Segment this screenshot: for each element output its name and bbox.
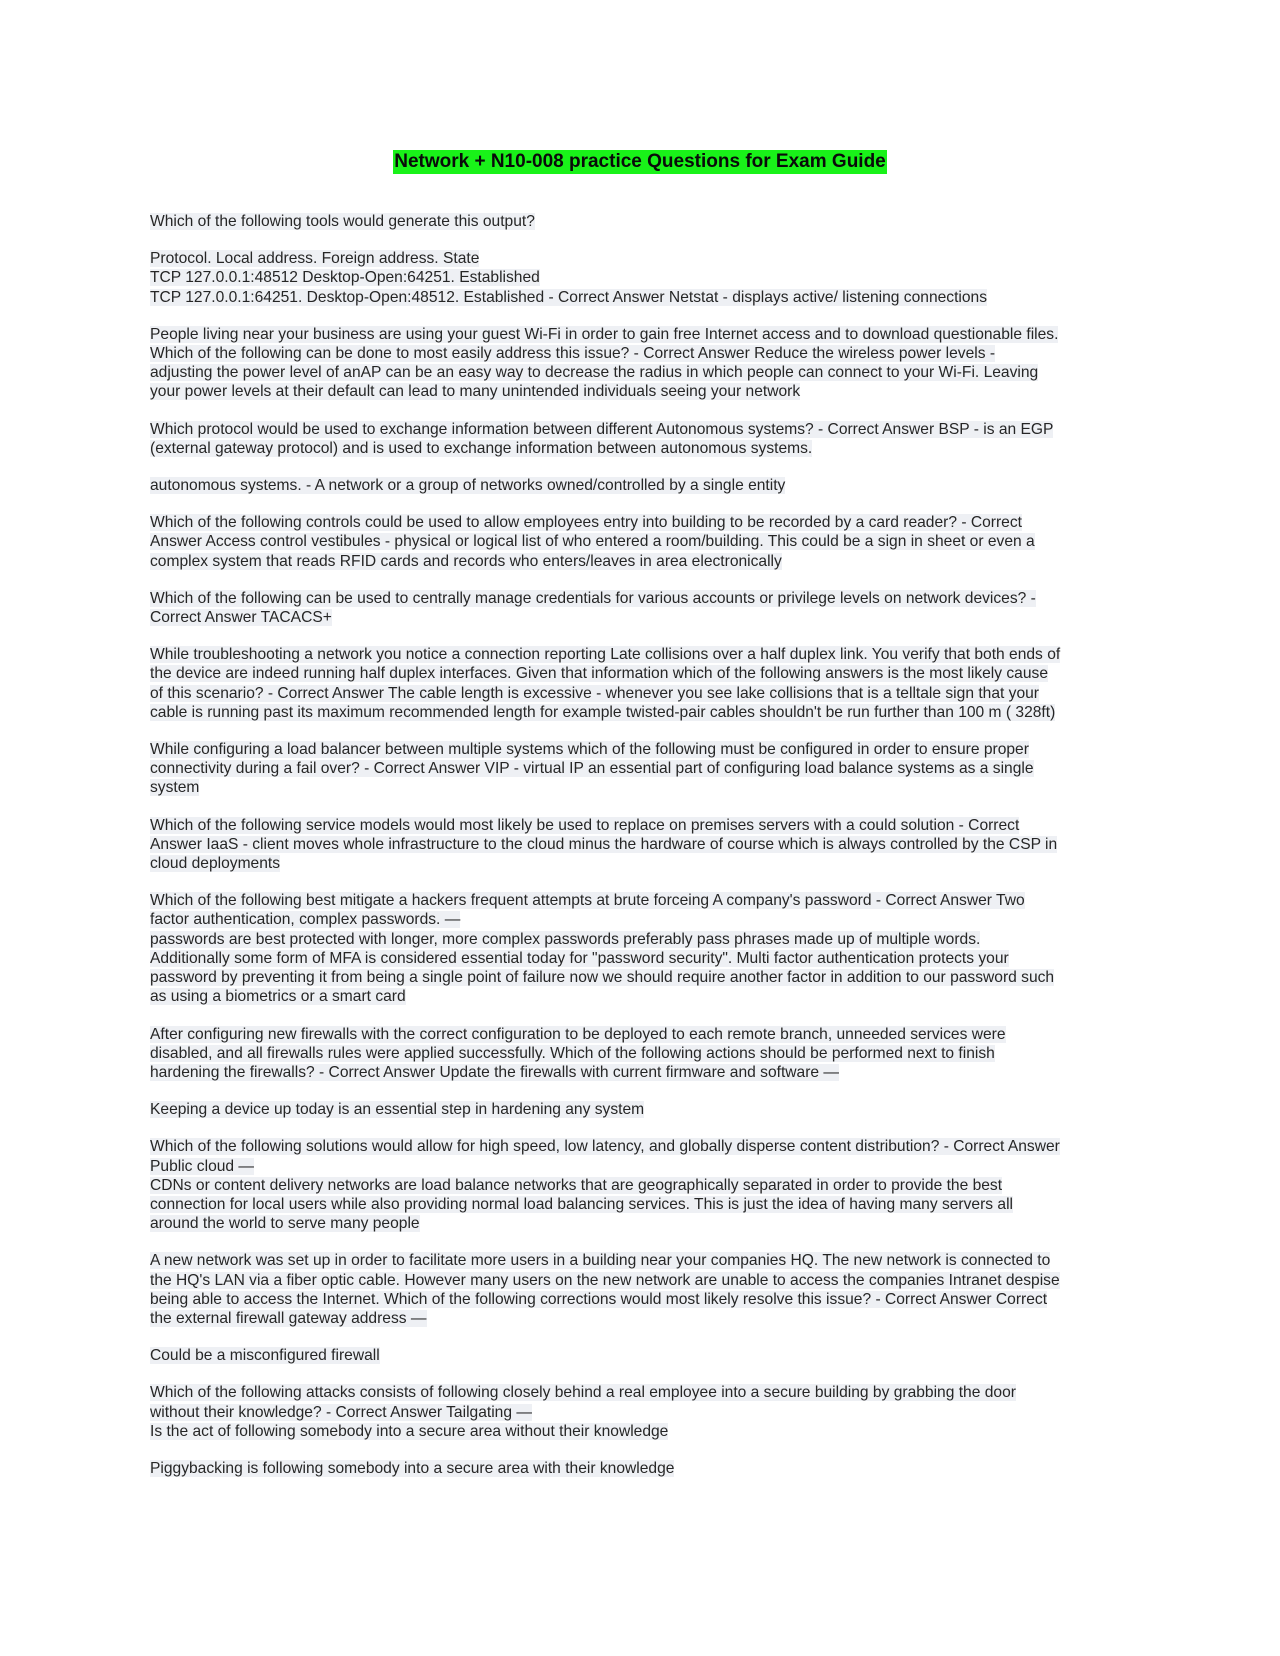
- text-line-content: complex system that reads RFID cards and records who enters/leaves in area electronically: [150, 552, 782, 570]
- text-line: [150, 703, 1140, 722]
- text-line: [150, 589, 1140, 608]
- qa-paragraph: [150, 589, 1140, 627]
- qa-paragraph: [150, 1137, 1140, 1233]
- qa-paragraph: [150, 249, 1140, 307]
- text-line-content: system: [150, 779, 200, 797]
- text-line-content: Which of the following controls could be used to allow employees entry into building to be recorded by a card reader? - Correct: [150, 514, 1022, 532]
- text-line: [150, 382, 1140, 401]
- text-line-content: your power levels at their default can lead to many unintended individuals seeing your network: [150, 383, 801, 401]
- text-line: [150, 759, 1140, 778]
- text-line-content: connection for local users while also providing normal load balancing services. This is just the idea of having many servers all: [150, 1195, 1014, 1213]
- qa-paragraph: [150, 1346, 1140, 1365]
- text-line-content: While troubleshooting a network you notice a connection reporting Late collisions over a half duplex link. You verify that both ends of: [150, 646, 1061, 664]
- text-line-content: autonomous systems. - A network or a group of networks owned/controlled by a single entity: [150, 477, 786, 495]
- text-line: [150, 439, 1140, 458]
- text-line-content: connectivity during a fail over? - Correct Answer VIP - virtual IP an essential part of configuring load balance systems as a single: [150, 760, 1034, 778]
- text-line: [150, 1025, 1140, 1044]
- text-line-content: Which protocol would be used to exchange information between different Autonomous systems? - Correct Answer BSP - is an EGP: [150, 420, 1054, 438]
- qa-paragraph: [150, 476, 1140, 495]
- text-line: [150, 212, 1140, 231]
- text-line: [150, 1251, 1140, 1270]
- title-container: [0, 150, 1280, 174]
- text-line: [150, 740, 1140, 759]
- text-line-content: as using a biometrics or a smart card: [150, 988, 406, 1006]
- text-line: [150, 1403, 1140, 1422]
- text-line: [150, 987, 1140, 1006]
- qa-paragraph: [150, 325, 1140, 402]
- text-line-content: Piggybacking is following somebody into a secure area with their knowledge: [150, 1459, 675, 1477]
- text-line-content: hardening the firewalls? - Correct Answer Update the firewalls with current firmware and software —: [150, 1063, 840, 1081]
- text-line-content: Which of the following tools would generate this output?: [150, 213, 535, 230]
- text-line-content: (external gateway protocol) and is used to exchange information between autonomous systems.: [150, 439, 813, 457]
- text-line-content: the device are indeed running half duplex interfaces. Given that information which of the following answers is the most likely cause: [150, 665, 1048, 683]
- text-line-content: TCP 127.0.0.1:64251. Desktop-Open:48512. Established - Correct Answer Netstat - displays active/ listening connections: [150, 288, 988, 306]
- document-body: [150, 212, 1140, 1496]
- text-line: [150, 1063, 1140, 1082]
- qa-paragraph: [150, 1459, 1140, 1478]
- document-title: Network + N10-008 practice Questions for Exam Guide: [394, 151, 886, 172]
- qa-paragraph: [150, 1025, 1140, 1083]
- text-line: [150, 420, 1140, 439]
- qa-paragraph: [150, 816, 1140, 874]
- text-line: [150, 288, 1140, 307]
- text-line: [150, 325, 1140, 344]
- text-line: [150, 684, 1140, 703]
- text-line-content: being able to access the Internet. Which of the following corrections would most likely resolve this issue? - Correct Answer Correct: [150, 1290, 1048, 1308]
- text-line: [150, 1195, 1140, 1214]
- text-line: [150, 249, 1140, 268]
- text-line-content: Public cloud —: [150, 1157, 255, 1175]
- text-line: [150, 816, 1140, 835]
- text-line-content: Which of the following can be done to most easily address this issue? - Correct Answer Reduce the wireless power levels -: [150, 345, 996, 363]
- text-line: [150, 854, 1140, 873]
- qa-paragraph: [150, 1251, 1140, 1328]
- text-line: [150, 1309, 1140, 1328]
- qa-paragraph: [150, 212, 1140, 231]
- text-line-content: Which of the following attacks consists of following closely behind a real employee into a secure building by grabbing the door: [150, 1384, 1016, 1402]
- text-line-content: password by preventing it from being a single point of failure now we should require another factor in addition to our password such: [150, 969, 1055, 987]
- text-line: [150, 645, 1140, 664]
- text-line: [150, 1422, 1140, 1441]
- text-line: [150, 1176, 1140, 1195]
- text-line-content: factor authentication, complex passwords. —: [150, 911, 461, 929]
- qa-paragraph: [150, 891, 1140, 1006]
- text-line-content: People living near your business are using your guest Wi-Fi in order to gain free Internet access and to download questionable files.: [150, 325, 1059, 343]
- qa-paragraph: [150, 1100, 1140, 1119]
- text-line: [150, 835, 1140, 854]
- text-line-content: Keeping a device up today is an essential step in hardening any system: [150, 1101, 645, 1119]
- text-line: [150, 1346, 1140, 1365]
- text-line-content: Could be a misconfigured firewall: [150, 1347, 380, 1365]
- text-line: [150, 949, 1140, 968]
- text-line-content: disabled, and all firewalls rules were applied successfully. Which of the following actions should be performed next to finish: [150, 1044, 995, 1062]
- text-line: [150, 1157, 1140, 1176]
- text-line-content: Additionally some form of MFA is considered essential today for "password security". Multi factor authentication protects your: [150, 949, 1009, 967]
- text-line-content: adjusting the power level of anAP can be an easy way to decrease the radius in which people can connect to your Wi-Fi. Leaving: [150, 364, 1039, 382]
- text-line: [150, 664, 1140, 683]
- text-line: [150, 608, 1140, 627]
- qa-paragraph: [150, 645, 1140, 722]
- text-line-content: cable is running past its maximum recommended length for example twisted-pair cables shouldn't be run further than 100 m ( 328ft): [150, 703, 1056, 721]
- text-line: [150, 1290, 1140, 1309]
- text-line: [150, 1044, 1140, 1063]
- text-line-content: passwords are best protected with longer, more complex passwords preferably pass phrases made up of multiple words.: [150, 930, 981, 948]
- text-line: [150, 1100, 1140, 1119]
- text-line: [150, 930, 1140, 949]
- text-line-content: Answer Access control vestibules - physical or logical list of who entered a room/building. This could be a sign in sheet or even a: [150, 533, 1035, 551]
- text-line-content: without their knowledge? - Correct Answer Tailgating —: [150, 1403, 532, 1421]
- text-line: [150, 552, 1140, 571]
- text-line: [150, 1383, 1140, 1402]
- text-line-content: While configuring a load balancer between multiple systems which of the following must be configured in order to ensure proper: [150, 741, 1029, 759]
- text-line: [150, 891, 1140, 910]
- text-line-content: TCP 127.0.0.1:48512 Desktop-Open:64251. Established: [150, 269, 540, 287]
- text-line-content: Which of the following service models would most likely be used to replace on premises servers with a could solution - Correct: [150, 816, 1020, 834]
- text-line: [150, 268, 1140, 287]
- text-line-content: Correct Answer TACACS+: [150, 609, 332, 627]
- text-line: [150, 1137, 1140, 1156]
- qa-paragraph: [150, 740, 1140, 798]
- text-line: [150, 513, 1140, 532]
- text-line-content: Which of the following can be used to centrally manage credentials for various accounts or privilege levels on network devices? -: [150, 589, 1036, 607]
- qa-paragraph: [150, 420, 1140, 458]
- text-line: [150, 344, 1140, 363]
- text-line-content: the external firewall gateway address —: [150, 1309, 427, 1327]
- text-line-content: Protocol. Local address. Foreign address. State: [150, 250, 480, 268]
- text-line: [150, 363, 1140, 382]
- text-line-content: Which of the following best mitigate a hackers frequent attempts at brute forceing A company's password - Correct Answer Two: [150, 892, 1025, 910]
- text-line-content: CDNs or content delivery networks are load balance networks that are geographically separated in order to provide the best: [150, 1176, 1003, 1194]
- text-line-content: Is the act of following somebody into a secure area without their knowledge: [150, 1422, 669, 1440]
- qa-paragraph: [150, 1383, 1140, 1441]
- text-line: [150, 476, 1140, 495]
- text-line: [150, 532, 1140, 551]
- text-line-content: After configuring new firewalls with the correct configuration to be deployed to each remote branch, unneeded services were: [150, 1025, 1006, 1043]
- text-line: [150, 1214, 1140, 1233]
- qa-paragraph: [150, 513, 1140, 571]
- text-line: [150, 910, 1140, 929]
- text-line-content: around the world to serve many people: [150, 1215, 420, 1233]
- text-line-content: A new network was set up in order to facilitate more users in a building near your companies HQ. The new network is connected to: [150, 1252, 1051, 1270]
- text-line: [150, 1271, 1140, 1290]
- text-line: [150, 968, 1140, 987]
- text-line: [150, 1459, 1140, 1478]
- text-line-content: Which of the following solutions would allow for high speed, low latency, and globally disperse content distribution? - Correct Answer: [150, 1138, 1060, 1156]
- text-line: [150, 778, 1140, 797]
- text-line-content: Answer IaaS - client moves whole infrastructure to the cloud minus the hardware of course which is always controlled by the CSP in: [150, 835, 1058, 853]
- text-line-content: the HQ's LAN via a fiber optic cable. However many users on the new network are unable to access the companies Intranet despise: [150, 1271, 1060, 1289]
- text-line-content: of this scenario? - Correct Answer The cable length is excessive - whenever you see lake collisions that is a telltale sign that your: [150, 684, 1039, 702]
- text-line-content: cloud deployments: [150, 855, 281, 873]
